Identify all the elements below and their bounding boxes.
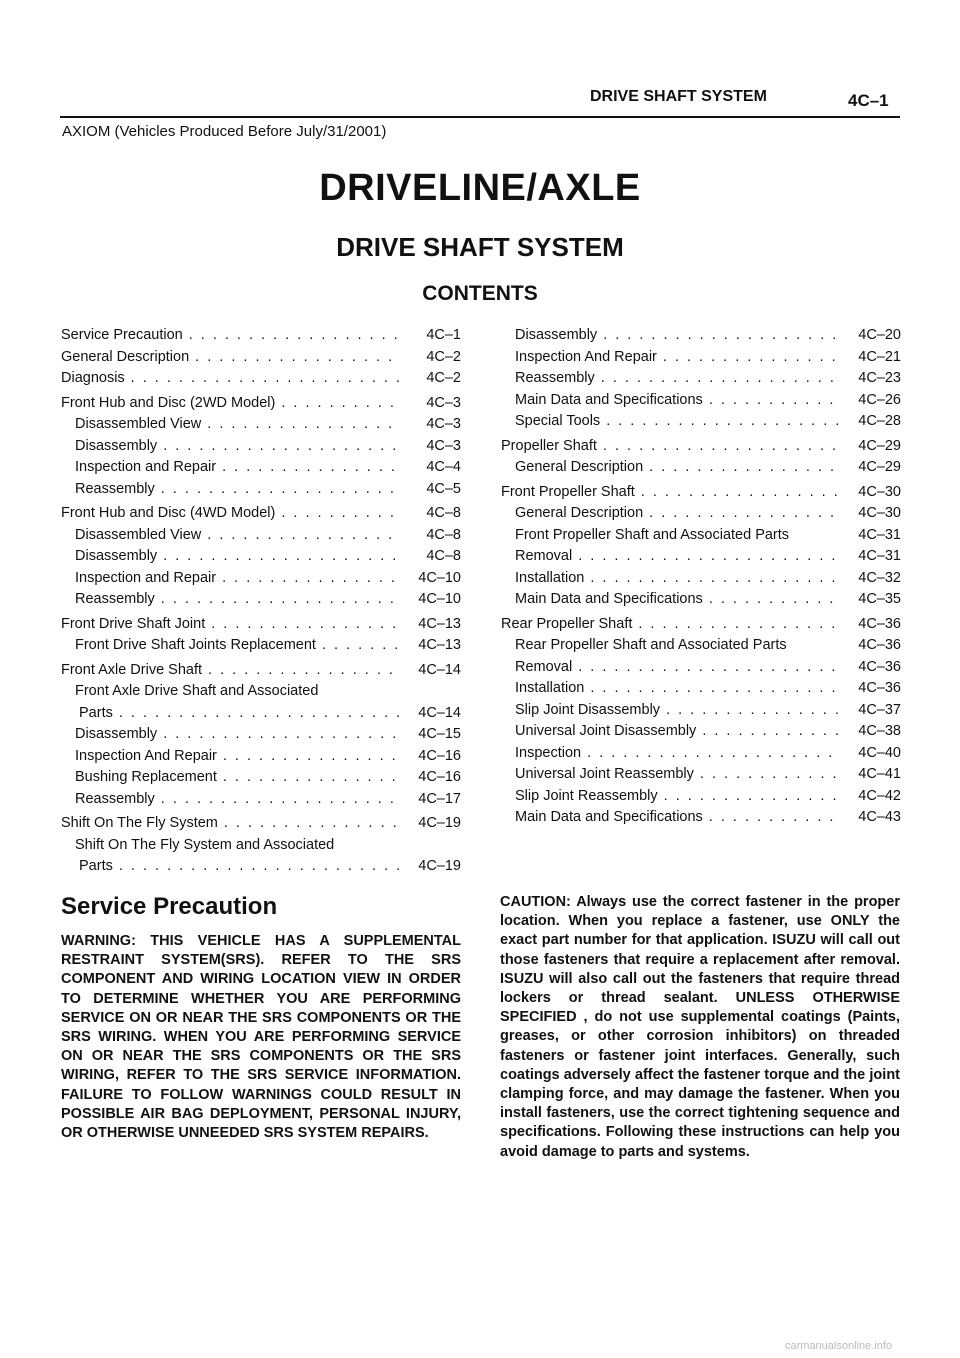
- toc-entry-page: 4C–3: [426, 394, 461, 411]
- toc-leader-dots: [222, 568, 401, 590]
- toc-entry-label: General Description: [61, 348, 190, 365]
- toc-entry[interactable]: [61, 724, 461, 746]
- toc-entry-page: 4C–36: [858, 680, 901, 696]
- toc-leader-dots: [222, 457, 401, 479]
- toc-entry-label: Removal: [515, 548, 573, 564]
- toc-entry[interactable]: [61, 347, 461, 369]
- toc-leader-dots: [223, 746, 401, 768]
- toc-leader-dots: [641, 482, 841, 504]
- toc-entry-page: 4C–30: [858, 483, 901, 500]
- toc-leader-dots: [649, 457, 841, 479]
- toc-entry-page: 4C–5: [426, 480, 461, 497]
- toc-entry-page: 4C–31: [858, 526, 901, 543]
- toc-entry-page: 4C–43: [858, 809, 901, 825]
- toc-entry-page: 4C–36: [858, 615, 901, 632]
- toc-entry[interactable]: [61, 503, 461, 525]
- toc-entry-page: 4C–13: [418, 615, 461, 632]
- toc-entry-page: 4C–14: [418, 704, 461, 721]
- toc-leader-dots: [578, 657, 841, 679]
- toc-entry[interactable]: [61, 368, 461, 390]
- toc-entry-page: 4C–21: [858, 348, 901, 365]
- toc-leader-dots: [161, 589, 401, 611]
- toc-leader-dots: [709, 390, 841, 412]
- toc-entry[interactable]: [61, 525, 461, 547]
- toc-entry-label: Front Drive Shaft Joint: [61, 615, 206, 632]
- toc-entry-label: Front Propeller Shaft: [501, 483, 635, 500]
- warning-text: WARNING: THIS VEHICLE HAS A SUPPLEMENTAL RESTRAINT SYSTEM(SRS). REFER TO THE SRS COMPONENT AND WIRING LOCATION VIEW IN ORDER TO DETERMINE WHETHER YOU ARE PERFORMING SERVICE ON OR NEAR THE SRS COMPONENTS OR THE SRS WIRING. WHEN YOU ARE PERFORMING SERVICE ON OR NEAR THE SRS COMPONENTS OR THE SRS WIRING, REFER TO THE SRS SERVICE INFORMATION. FAILURE TO FOLLOW WARNINGS COULD RESULT IN POSSIBLE AIR BAG DEPLOYMENT, PERSONAL INJURY, OR OTHERWISE UNNEEDED SRS SYSTEM REPAIRS.: [61, 933, 461, 1142]
- toc-entry[interactable]: [61, 479, 461, 501]
- toc-leader-dots: [578, 546, 841, 568]
- toc-leader-dots: [700, 764, 841, 786]
- toc-entry[interactable]: [501, 764, 901, 786]
- toc-entry[interactable]: [61, 835, 461, 857]
- toc-leader-dots: [606, 411, 841, 433]
- toc-entry-label: Bushing Replacement: [75, 769, 217, 785]
- toc-entry-page: 4C–16: [418, 769, 461, 785]
- toc-leader-dots: [163, 724, 401, 746]
- toc-leader-dots: [189, 325, 401, 347]
- toc-leader-dots: [322, 635, 401, 657]
- toc-entry-page: 4C–26: [858, 391, 901, 408]
- toc-leader-dots: [223, 767, 401, 789]
- toc-entry-page: 4C–3: [426, 416, 461, 432]
- toc-leader-dots: [119, 856, 401, 878]
- toc-entry-label: Reassembly: [75, 790, 155, 807]
- toc-leader-dots: [587, 743, 841, 765]
- toc-entry-label: Main Data and Specifications: [515, 591, 703, 607]
- toc-entry-page: 4C–36: [858, 637, 901, 653]
- toc-entry[interactable]: [501, 568, 901, 590]
- toc-entry[interactable]: [61, 546, 461, 568]
- toc-leader-dots: [603, 325, 841, 347]
- toc-leader-dots: [163, 436, 401, 458]
- toc-entry-label: Front Axle Drive Shaft and Associated: [75, 683, 319, 699]
- toc-entry-label: Inspection: [515, 744, 582, 761]
- toc-entry-page: 4C–10: [418, 569, 461, 586]
- toc-entry[interactable]: [501, 411, 901, 433]
- toc-entry-label: Propeller Shaft: [501, 437, 597, 454]
- toc-entry-label: Shift On The Fly System: [61, 815, 218, 831]
- toc-entry[interactable]: [61, 789, 461, 811]
- toc-entry-page: 4C–35: [858, 591, 901, 607]
- toc-leader-dots: [709, 589, 841, 611]
- toc-entry[interactable]: [61, 767, 461, 789]
- toc-entry-label: Disassembly: [515, 327, 598, 343]
- toc-entry-page: 4C–36: [858, 658, 901, 675]
- toc-entry[interactable]: [61, 813, 461, 835]
- toc-entry-page: 4C–13: [418, 637, 461, 653]
- toc-entry-label: General Description: [515, 459, 644, 475]
- toc-entry-page: 4C–8: [426, 526, 461, 543]
- toc-entry[interactable]: [501, 743, 901, 765]
- toc-entry-page: 4C–28: [858, 413, 901, 429]
- toc-leader-dots: [208, 660, 401, 682]
- toc-entry-page: 4C–17: [418, 790, 461, 807]
- toc-leader-dots: [649, 503, 841, 525]
- vehicle-subheader: AXIOM (Vehicles Produced Before July/31/2001): [62, 123, 387, 140]
- toc-entry-page: 4C–2: [426, 348, 461, 365]
- toc-entry-page: 4C–29: [858, 437, 901, 454]
- toc-entry[interactable]: [501, 546, 901, 568]
- toc-leader-dots: [638, 614, 841, 636]
- toc-entry-label: Slip Joint Disassembly: [515, 701, 661, 718]
- toc-entry-label: Disassembly: [75, 548, 158, 564]
- toc-entry[interactable]: [501, 614, 901, 636]
- toc-entry-label: General Description: [515, 505, 644, 521]
- toc-leader-dots: [590, 678, 841, 700]
- toc-entry[interactable]: [501, 786, 901, 808]
- toc-leader-dots: [207, 414, 401, 436]
- toc-entry-label: Removal: [515, 658, 573, 675]
- toc-entry-page: 4C–1: [426, 327, 461, 343]
- chapter-title: DRIVELINE/AXLE: [319, 167, 641, 209]
- section-title: DRIVE SHAFT SYSTEM: [336, 232, 624, 262]
- toc-entry[interactable]: [501, 657, 901, 679]
- toc-leader-dots: [161, 479, 401, 501]
- toc-entry-page: 4C–4: [426, 459, 461, 475]
- toc-entry[interactable]: [61, 436, 461, 458]
- toc-entry-label: Front Hub and Disc (2WD Model): [61, 394, 276, 411]
- service-precaution-heading: Service Precaution: [61, 893, 278, 920]
- toc-entry-label: Inspection And Repair: [515, 348, 657, 365]
- toc-entry[interactable]: [61, 589, 461, 611]
- toc-entry-label: Disassembled View: [75, 416, 202, 432]
- toc-entry-page: 4C–30: [858, 505, 901, 521]
- toc-leader-dots: [195, 347, 401, 369]
- toc-entry[interactable]: [61, 681, 461, 703]
- toc-entry[interactable]: [501, 525, 901, 547]
- toc-leader-dots: [666, 700, 841, 722]
- toc-entry-label: Inspection and Repair: [75, 569, 217, 586]
- toc-entry[interactable]: [61, 856, 461, 878]
- toc-entry-label: Installation: [515, 569, 585, 586]
- page-number: 4C–1: [848, 91, 889, 110]
- toc-entry-label: Installation: [515, 680, 585, 696]
- toc-right-column: [501, 325, 901, 829]
- toc-entry-label: Parts: [79, 704, 113, 721]
- toc-entry-page: 4C–19: [418, 815, 461, 831]
- toc-entry[interactable]: [61, 746, 461, 768]
- toc-leader-dots: [603, 436, 841, 458]
- toc-entry[interactable]: [501, 678, 901, 700]
- toc-entry-label: Service Precaution: [61, 327, 183, 343]
- toc-leader-dots: [281, 393, 401, 415]
- toc-entry-label: Rear Propeller Shaft: [501, 615, 633, 632]
- toc-entry-page: 4C–8: [426, 548, 461, 564]
- section-header: DRIVE SHAFT SYSTEM: [590, 88, 767, 105]
- caution-text: CAUTION: Always use the correct fastener in the proper location. When you replace a fastener, use ONLY the exact part number for that application. ISUZU will call out those fasteners that require a replacement after removal. ISUZU will also call out the fasteners that require thread lockers or thread sealant. UNLESS OTHERWISE SPECIFIED , do not use supplemental coatings (Paints, greases, or other corrosion inhibitors) on threaded fasteners or fastener joint interfaces. Generally, such coatings adversely affect the fastener torque and the joint clamping force, and may damage the fastener. When you install fasteners, use the correct tightening sequence and specifications. Following these instructions can help you avoid damage to parts and systems.: [500, 894, 900, 1160]
- toc-entry[interactable]: [501, 807, 901, 829]
- toc-entry-label: Slip Joint Reassembly: [515, 787, 658, 804]
- toc-leader-dots: [709, 807, 841, 829]
- toc-entry-label: Main Data and Specifications: [515, 809, 703, 825]
- toc-entry-page: 4C–10: [418, 591, 461, 607]
- toc-leader-dots: [281, 503, 401, 525]
- toc-entry[interactable]: [501, 390, 901, 412]
- toc-leader-dots: [131, 368, 401, 390]
- toc-leader-dots: [663, 347, 841, 369]
- toc-entry-page: 4C–29: [858, 459, 901, 475]
- toc-entry[interactable]: [61, 568, 461, 590]
- toc-entry[interactable]: [61, 703, 461, 725]
- toc-entry-page: 4C–16: [418, 747, 461, 764]
- toc-leader-dots: [601, 368, 841, 390]
- toc-entry[interactable]: [501, 700, 901, 722]
- toc-leader-dots: [224, 813, 401, 835]
- toc-leader-dots: [211, 614, 401, 636]
- toc-entry[interactable]: [61, 457, 461, 479]
- toc-entry-label: Disassembled View: [75, 526, 202, 543]
- toc-entry-page: 4C–41: [858, 766, 901, 782]
- toc-entry-page: 4C–37: [858, 701, 901, 718]
- toc-entry-page: 4C–2: [426, 370, 461, 386]
- toc-entry-label: Universal Joint Disassembly: [515, 723, 697, 739]
- toc-entry[interactable]: [61, 325, 461, 347]
- toc-entry-label: Disassembly: [75, 726, 158, 742]
- toc-entry[interactable]: [501, 368, 901, 390]
- toc-entry[interactable]: [501, 635, 901, 657]
- toc-entry-page: 4C–32: [858, 569, 901, 586]
- toc-entry-label: Reassembly: [75, 480, 155, 497]
- toc-entry[interactable]: [61, 635, 461, 657]
- toc-entry-page: 4C–23: [858, 370, 901, 386]
- toc-entry-label: Main Data and Specifications: [515, 391, 703, 408]
- toc-leader-dots: [590, 568, 841, 590]
- toc-entry-label: Front Propeller Shaft and Associated Parts: [515, 526, 790, 543]
- toc-entry[interactable]: [501, 436, 901, 458]
- toc-entry-page: 4C–19: [418, 858, 461, 874]
- toc-leader-dots: [702, 721, 841, 743]
- toc-entry-label: Reassembly: [75, 591, 155, 607]
- toc-entry-label: Disassembly: [75, 437, 158, 454]
- toc-leader-dots: [161, 789, 401, 811]
- toc-entry[interactable]: [501, 457, 901, 479]
- toc-entry-label: Front Axle Drive Shaft: [61, 661, 203, 678]
- toc-entry[interactable]: [501, 347, 901, 369]
- toc-entry-label: Diagnosis: [61, 370, 125, 386]
- toc-entry-page: 4C–42: [858, 787, 901, 804]
- toc-entry-page: 4C–14: [418, 661, 461, 678]
- toc-leader-dots: [207, 525, 401, 547]
- toc-entry-page: 4C–40: [858, 744, 901, 761]
- toc-leader-dots: [163, 546, 401, 568]
- toc-entry-page: 4C–31: [858, 548, 901, 564]
- watermark: carmanualsonline.info: [785, 1340, 893, 1352]
- toc-leader-dots: [119, 703, 401, 725]
- toc-entry[interactable]: [501, 482, 901, 504]
- toc-entry-label: Front Hub and Disc (4WD Model): [61, 505, 276, 521]
- toc-entry-page: 4C–20: [858, 327, 901, 343]
- toc-entry-label: Shift On The Fly System and Associated: [75, 836, 335, 853]
- toc-entry-label: Front Drive Shaft Joints Replacement: [75, 637, 316, 653]
- toc-entry[interactable]: [501, 721, 901, 743]
- toc-entry-label: Rear Propeller Shaft and Associated Parts: [515, 637, 787, 653]
- toc-left-column: [61, 325, 461, 878]
- toc-entry-page: 4C–15: [418, 726, 461, 742]
- toc-entry-page: 4C–3: [426, 437, 461, 454]
- toc-entry-page: 4C–8: [426, 505, 461, 521]
- toc-entry-label: Reassembly: [515, 370, 595, 386]
- toc-entry[interactable]: [61, 414, 461, 436]
- toc-entry-label: Universal Joint Reassembly: [515, 766, 694, 782]
- toc-leader-dots: [664, 786, 841, 808]
- toc-entry-label: Inspection and Repair: [75, 459, 217, 475]
- toc-entry[interactable]: [501, 325, 901, 347]
- toc-entry[interactable]: [61, 660, 461, 682]
- toc-entry-label: Special Tools: [515, 413, 601, 429]
- toc-entry-page: 4C–38: [858, 723, 901, 739]
- header-divider: [60, 116, 900, 118]
- toc-entry[interactable]: [501, 589, 901, 611]
- toc-entry[interactable]: [501, 503, 901, 525]
- contents-heading: CONTENTS: [422, 282, 538, 305]
- toc-entry-label: Inspection And Repair: [75, 747, 217, 764]
- toc-entry-label: Parts: [79, 858, 113, 874]
- toc-entry[interactable]: [61, 614, 461, 636]
- toc-entry[interactable]: [61, 393, 461, 415]
